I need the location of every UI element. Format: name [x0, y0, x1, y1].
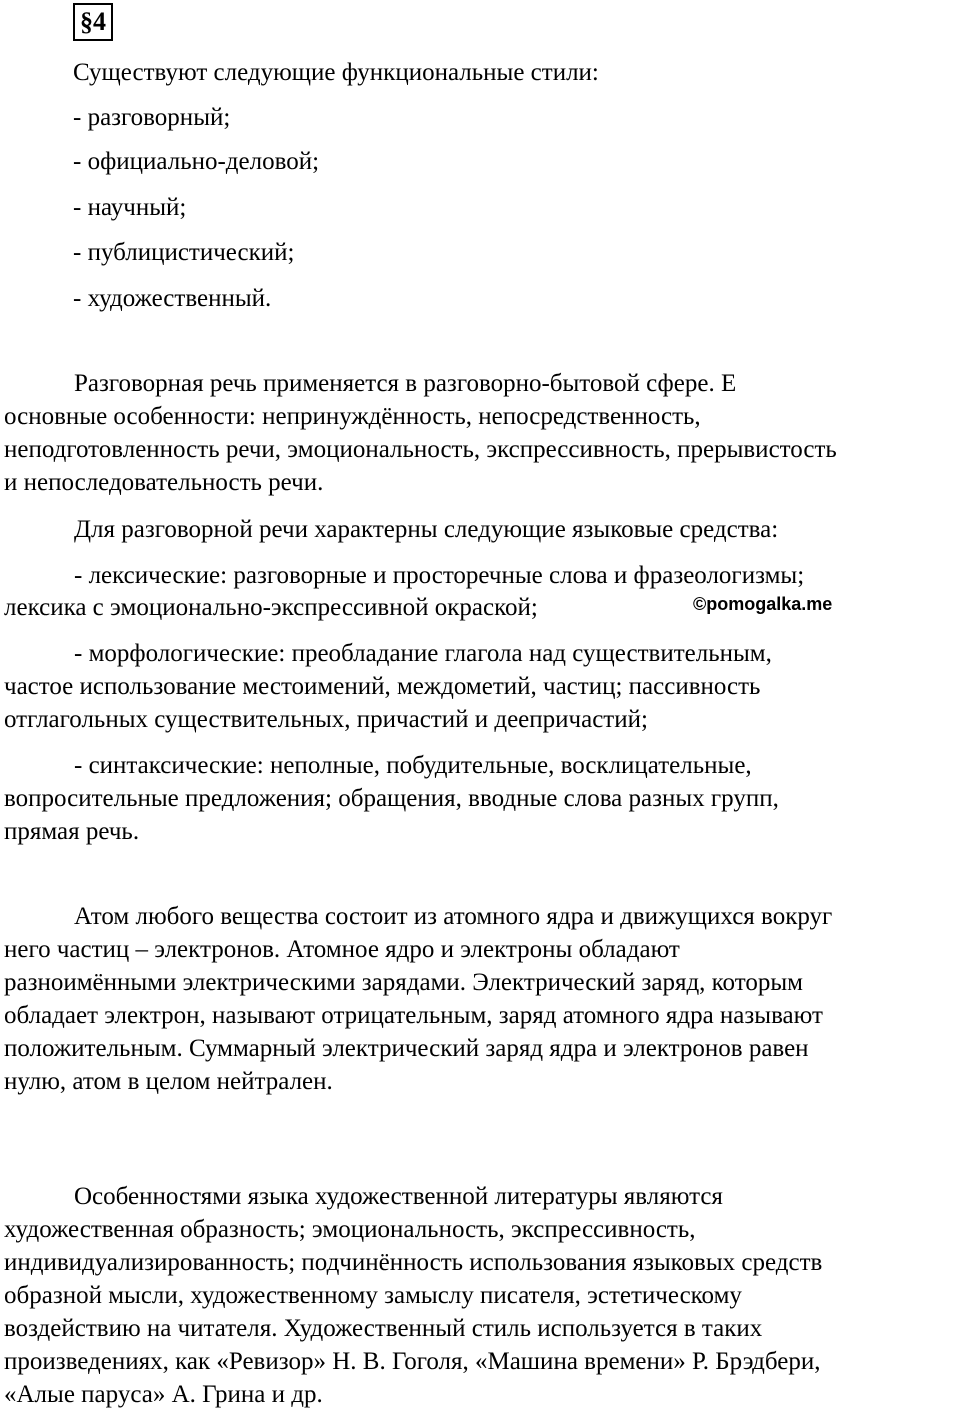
list-item: - разговорный;: [73, 104, 231, 131]
list-item: - официально-деловой;: [73, 148, 320, 175]
paragraph-line: лексика с эмоционально-экспрессивной окраской;: [4, 594, 538, 621]
paragraph-line: отглагольных существительных, причастий и деепричастий;: [4, 706, 648, 733]
paragraph-line: разноимёнными электрическими зарядами. Электрический заряд, которым: [4, 969, 803, 996]
paragraph-line: прямая речь.: [4, 818, 140, 845]
list-item: - публицистический;: [73, 239, 295, 266]
watermark: ©pomogalka.me: [693, 594, 833, 614]
paragraph-line: - морфологические: преобладание глагола над существительным,: [74, 640, 772, 667]
paragraph-line: Для разговорной речи характерны следующие языковые средства:: [74, 516, 779, 543]
paragraph-line: частое использование местоимений, междометий, частиц; пассивность: [4, 673, 761, 700]
list-item: - научный;: [73, 194, 187, 221]
list-item: - художественный.: [73, 285, 272, 312]
paragraph-line: художественная образность; эмоциональность, экспрессивность,: [4, 1216, 696, 1243]
paragraph-line: «Алые паруса» А. Грина и др.: [4, 1381, 323, 1408]
paragraph-line: и непоследовательность речи.: [4, 469, 324, 496]
section-number: §4: [73, 3, 113, 41]
paragraph-line: неподготовленность речи, эмоциональность, экспрессивность, прерывистость: [4, 436, 837, 463]
paragraph-line: вопросительные предложения; обращения, вводные слова разных групп,: [4, 785, 779, 812]
paragraph-line: него частиц – электронов. Атомное ядро и электроны обладают: [4, 936, 680, 963]
paragraph-line: нулю, атом в целом нейтрален.: [4, 1068, 333, 1095]
paragraph-line: - лексические: разговорные и просторечные слова и фразеологизмы;: [74, 562, 805, 589]
intro-line: Существуют следующие функциональные стили:: [73, 59, 599, 86]
paragraph-line: положительным. Суммарный электрический заряд ядра и электронов равен: [4, 1035, 809, 1062]
paragraph-line: воздействию на читателя. Художественный стиль используется в таких: [4, 1315, 763, 1342]
paragraph-line: Атом любого вещества состоит из атомного ядра и движущихся вокруг: [74, 903, 833, 930]
paragraph-line: произведениях, как «Ревизор» Н. В. Гоголя, «Машина времени» Р. Брэдбери,: [4, 1348, 821, 1375]
paragraph-line: обладает электрон, называют отрицательным, заряд атомного ядра называют: [4, 1002, 823, 1029]
paragraph-line: основные особенности: непринуждённость, непосредственность,: [4, 403, 701, 430]
paragraph-line: образной мысли, художественному замыслу писателя, эстетическому: [4, 1282, 742, 1309]
paragraph-line: Разговорная речь применяется в разговорно-бытовой сфере. Е: [74, 370, 737, 397]
paragraph-line: - синтаксические: неполные, побудительные, восклицательные,: [74, 752, 752, 779]
paragraph-line: Особенностями языка художественной литературы являются: [74, 1183, 723, 1210]
paragraph-line: индивидуализированность; подчинённость использования языковых средств: [4, 1249, 823, 1276]
